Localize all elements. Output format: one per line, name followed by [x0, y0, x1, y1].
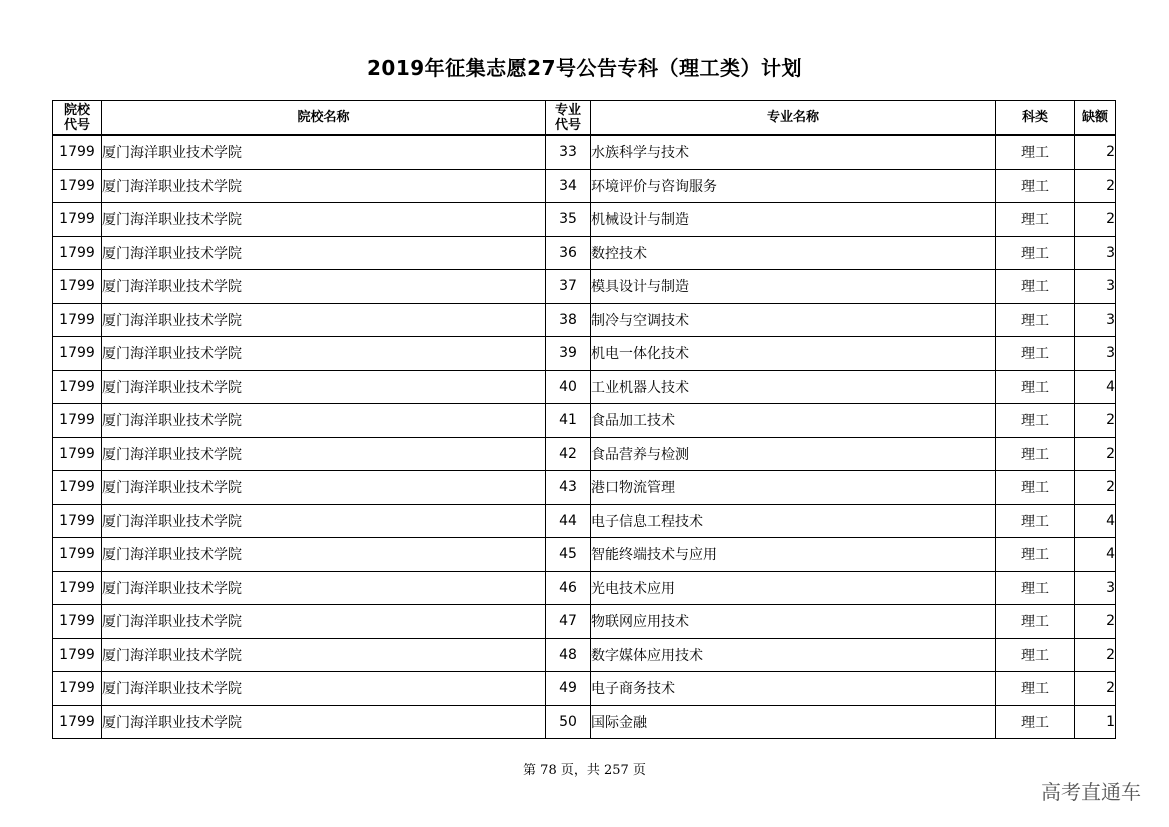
cell-major-code: 47 — [546, 605, 591, 639]
header-school-name: 院校名称 — [102, 101, 546, 136]
plan-table — [52, 100, 1116, 739]
table-row — [53, 135, 1116, 169]
cell-major-code: 38 — [546, 303, 591, 337]
cell-school-name: 厦门海洋职业技术学院 — [102, 471, 546, 505]
cell-major-code: 41 — [546, 404, 591, 438]
header-major-code-label: 专业 代号 — [554, 102, 581, 133]
cell-category: 理工 — [996, 504, 1075, 538]
cell-major-name: 机电一体化技术 — [591, 337, 996, 371]
cell-major-code: 43 — [546, 471, 591, 505]
cell-major-code: 49 — [546, 672, 591, 706]
cell-quota: 4 — [1075, 370, 1116, 404]
table-row — [53, 571, 1116, 605]
cell-quota: 4 — [1075, 504, 1116, 538]
cell-major-code: 33 — [546, 135, 591, 169]
cell-major-name: 数控技术 — [591, 236, 996, 270]
cell-category: 理工 — [996, 538, 1075, 572]
cell-category: 理工 — [996, 437, 1075, 471]
table-row — [53, 337, 1116, 371]
cell-major-name: 食品加工技术 — [591, 404, 996, 438]
cell-school-name: 厦门海洋职业技术学院 — [102, 705, 546, 739]
cell-school-code: 1799 — [53, 404, 102, 438]
cell-major-name: 国际金融 — [591, 705, 996, 739]
cell-quota: 3 — [1075, 236, 1116, 270]
cell-major-name: 环境评价与咨询服务 — [591, 169, 996, 203]
cell-quota: 2 — [1075, 169, 1116, 203]
table-row — [53, 236, 1116, 270]
cell-quota: 2 — [1075, 437, 1116, 471]
cell-category: 理工 — [996, 236, 1075, 270]
cell-school-name: 厦门海洋职业技术学院 — [102, 236, 546, 270]
cell-quota: 3 — [1075, 571, 1116, 605]
cell-category: 理工 — [996, 638, 1075, 672]
cell-school-name: 厦门海洋职业技术学院 — [102, 169, 546, 203]
header-major-code — [546, 101, 591, 136]
cell-major-name: 电子商务技术 — [591, 672, 996, 706]
cell-major-code: 40 — [546, 370, 591, 404]
table-row — [53, 169, 1116, 203]
cell-quota: 2 — [1075, 404, 1116, 438]
table-row — [53, 270, 1116, 304]
cell-major-name: 数字媒体应用技术 — [591, 638, 996, 672]
cell-school-code: 1799 — [53, 571, 102, 605]
table-row — [53, 705, 1116, 739]
cell-category: 理工 — [996, 471, 1075, 505]
cell-school-name: 厦门海洋职业技术学院 — [102, 571, 546, 605]
cell-quota: 3 — [1075, 337, 1116, 371]
cell-category: 理工 — [996, 705, 1075, 739]
table-row — [53, 437, 1116, 471]
cell-school-name: 厦门海洋职业技术学院 — [102, 135, 546, 169]
cell-major-code: 37 — [546, 270, 591, 304]
table-row — [53, 672, 1116, 706]
table-header-row — [53, 101, 1116, 136]
cell-school-name: 厦门海洋职业技术学院 — [102, 437, 546, 471]
table-row — [53, 370, 1116, 404]
cell-category: 理工 — [996, 303, 1075, 337]
cell-major-code: 34 — [546, 169, 591, 203]
cell-major-code: 46 — [546, 571, 591, 605]
cell-category: 理工 — [996, 605, 1075, 639]
cell-quota: 2 — [1075, 638, 1116, 672]
watermark: 高考直通车 — [1041, 780, 1141, 804]
cell-school-code: 1799 — [53, 303, 102, 337]
cell-major-code: 35 — [546, 203, 591, 237]
table-row — [53, 303, 1116, 337]
cell-quota: 2 — [1075, 672, 1116, 706]
cell-category: 理工 — [996, 270, 1075, 304]
cell-major-code: 42 — [546, 437, 591, 471]
cell-major-code: 45 — [546, 538, 591, 572]
cell-quota: 2 — [1075, 605, 1116, 639]
page-footer: 第 78 页，共 257 页 — [523, 763, 646, 778]
cell-major-name: 智能终端技术与应用 — [591, 538, 996, 572]
table-row — [53, 638, 1116, 672]
cell-school-code: 1799 — [53, 370, 102, 404]
cell-major-name: 食品营养与检测 — [591, 437, 996, 471]
cell-school-name: 厦门海洋职业技术学院 — [102, 672, 546, 706]
header-major-name: 专业名称 — [591, 101, 996, 136]
table-row — [53, 471, 1116, 505]
cell-category: 理工 — [996, 203, 1075, 237]
cell-school-code: 1799 — [53, 203, 102, 237]
cell-school-code: 1799 — [53, 672, 102, 706]
cell-school-code: 1799 — [53, 471, 102, 505]
cell-school-code: 1799 — [53, 135, 102, 169]
header-school-code — [53, 101, 102, 136]
table-row — [53, 538, 1116, 572]
cell-quota: 3 — [1075, 270, 1116, 304]
cell-school-code: 1799 — [53, 538, 102, 572]
cell-quota: 2 — [1075, 135, 1116, 169]
cell-major-code: 39 — [546, 337, 591, 371]
cell-major-code: 44 — [546, 504, 591, 538]
cell-major-name: 电子信息工程技术 — [591, 504, 996, 538]
cell-school-code: 1799 — [53, 638, 102, 672]
cell-major-name: 物联网应用技术 — [591, 605, 996, 639]
cell-school-name: 厦门海洋职业技术学院 — [102, 605, 546, 639]
cell-major-name: 制冷与空调技术 — [591, 303, 996, 337]
cell-school-name: 厦门海洋职业技术学院 — [102, 370, 546, 404]
cell-school-name: 厦门海洋职业技术学院 — [102, 504, 546, 538]
cell-major-name: 光电技术应用 — [591, 571, 996, 605]
table-row — [53, 605, 1116, 639]
cell-quota: 2 — [1075, 471, 1116, 505]
cell-school-name: 厦门海洋职业技术学院 — [102, 337, 546, 371]
cell-major-name: 机械设计与制造 — [591, 203, 996, 237]
cell-school-code: 1799 — [53, 437, 102, 471]
page-title: 2019年征集志愿27号公告专科（理工类）计划 — [367, 56, 802, 80]
cell-school-name: 厦门海洋职业技术学院 — [102, 270, 546, 304]
cell-quota: 3 — [1075, 303, 1116, 337]
cell-quota: 1 — [1075, 705, 1116, 739]
cell-major-code: 50 — [546, 705, 591, 739]
cell-school-code: 1799 — [53, 705, 102, 739]
cell-school-code: 1799 — [53, 605, 102, 639]
cell-school-code: 1799 — [53, 337, 102, 371]
cell-category: 理工 — [996, 404, 1075, 438]
cell-school-name: 厦门海洋职业技术学院 — [102, 638, 546, 672]
cell-category: 理工 — [996, 337, 1075, 371]
cell-quota: 2 — [1075, 203, 1116, 237]
header-quota: 缺额 — [1075, 101, 1116, 136]
header-category: 科类 — [996, 101, 1075, 136]
cell-major-name: 港口物流管理 — [591, 471, 996, 505]
cell-school-name: 厦门海洋职业技术学院 — [102, 203, 546, 237]
cell-category: 理工 — [996, 571, 1075, 605]
cell-school-code: 1799 — [53, 169, 102, 203]
cell-major-code: 48 — [546, 638, 591, 672]
cell-major-name: 工业机器人技术 — [591, 370, 996, 404]
cell-school-name: 厦门海洋职业技术学院 — [102, 404, 546, 438]
table-row — [53, 404, 1116, 438]
cell-category: 理工 — [996, 135, 1075, 169]
cell-category: 理工 — [996, 370, 1075, 404]
cell-school-code: 1799 — [53, 270, 102, 304]
cell-school-code: 1799 — [53, 236, 102, 270]
cell-major-name: 水族科学与技术 — [591, 135, 996, 169]
header-school-code-label: 院校 代号 — [63, 102, 90, 133]
table-body — [53, 135, 1116, 739]
cell-school-name: 厦门海洋职业技术学院 — [102, 303, 546, 337]
cell-school-code: 1799 — [53, 504, 102, 538]
cell-category: 理工 — [996, 672, 1075, 706]
cell-category: 理工 — [996, 169, 1075, 203]
cell-school-name: 厦门海洋职业技术学院 — [102, 538, 546, 572]
table-row — [53, 203, 1116, 237]
cell-major-code: 36 — [546, 236, 591, 270]
table-row — [53, 504, 1116, 538]
cell-major-name: 模具设计与制造 — [591, 270, 996, 304]
cell-quota: 4 — [1075, 538, 1116, 572]
